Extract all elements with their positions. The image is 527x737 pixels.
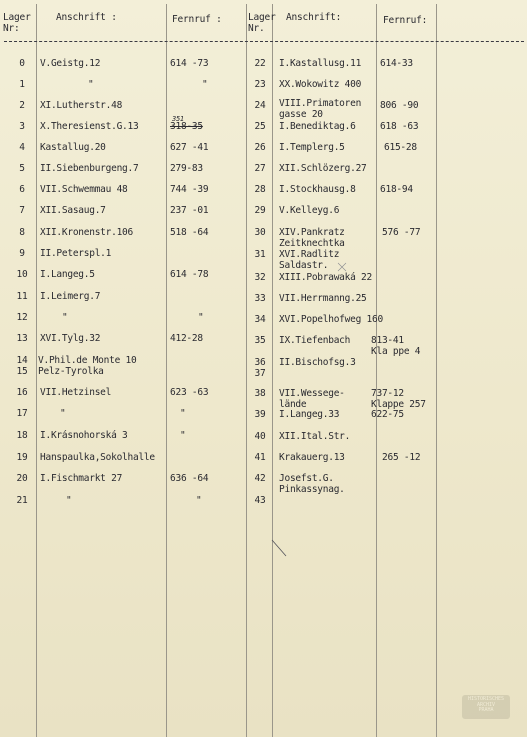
phone: 615-28 — [384, 142, 417, 153]
phone: 412-28 — [170, 333, 203, 344]
lager-number: 31 — [254, 249, 266, 260]
table-row — [0, 410, 527, 432]
address: II.Siebenburgeng.7 — [40, 163, 139, 174]
address: Krakauerg.13 — [279, 452, 345, 463]
lager-number: 7 — [19, 205, 25, 216]
table-row — [0, 389, 527, 411]
address: XII.Sasaug.7 — [40, 205, 106, 216]
lager-number: 14 15 — [16, 355, 28, 377]
phone: 618-94 — [380, 184, 413, 195]
lager-number: 26 — [254, 142, 266, 153]
table-row — [0, 312, 527, 337]
phone: 237 -01 — [170, 205, 209, 216]
lager-number: 21 — [16, 495, 28, 506]
address: II.Bischofsg.3 — [279, 357, 356, 368]
address: XII.Schlözerg.27 — [279, 163, 367, 174]
lager-number: 36 37 — [254, 357, 266, 379]
ditto-mark: " — [60, 408, 66, 419]
table-row — [0, 496, 527, 518]
phone: 636 -64 — [170, 473, 209, 484]
address: XII.Ital.Str. — [279, 431, 351, 442]
archive-watermark-stamp: HISTORISCHES ARCHIV PRAHA — [462, 695, 510, 719]
header-anschrift-right: Anschrift: — [286, 12, 342, 23]
ditto-mark: " — [180, 430, 186, 441]
address: I.Langeg.5 — [40, 269, 95, 280]
phone: 627 -41 — [170, 142, 209, 153]
address: II.Peterspl.1 — [40, 248, 112, 259]
table-row — [0, 333, 527, 358]
address: VII.Herrmanng.25 — [279, 293, 367, 304]
lager-number: 41 — [254, 452, 266, 463]
lager-number: 1 — [19, 79, 25, 90]
address: I.Langeg.33 — [279, 409, 340, 420]
phone: 737-12 Klappe 257 — [371, 388, 426, 410]
lager-number: 29 — [254, 205, 266, 216]
table-row — [0, 453, 527, 475]
ditto-mark: " — [88, 79, 94, 90]
table-row — [0, 185, 527, 207]
lager-number: 4 — [19, 142, 25, 153]
lager-number: 33 — [254, 293, 266, 304]
phone: 806 -90 — [380, 100, 419, 111]
address: Hanspaulka,Sokolhalle — [40, 452, 155, 463]
lager-number: 17 — [16, 408, 28, 419]
table-row — [0, 228, 527, 250]
lager-number: 9 — [19, 248, 25, 259]
header-lager-left: Lager Nr: — [3, 12, 31, 34]
lager-number: 40 — [254, 431, 266, 442]
address: XVI.Popelhofweg 160 — [279, 314, 383, 325]
ditto-mark: " — [180, 408, 186, 419]
address: XX.Wokowitz 400 — [279, 79, 362, 90]
lager-number: 12 — [16, 312, 28, 323]
table-row — [0, 273, 527, 295]
address: Josefst.G. Pinkassynag. — [279, 473, 345, 495]
address: I.Krásnohorská 3 — [40, 430, 128, 441]
table-row — [0, 250, 527, 272]
phone: 622-75 — [371, 409, 404, 420]
lager-number: 27 — [254, 163, 266, 174]
ditto-mark: " — [196, 495, 202, 506]
lager-number: 39 — [254, 409, 266, 420]
address: I.Templerg.5 — [279, 142, 345, 153]
address: VII.Wessege- lände — [279, 388, 345, 410]
phone: 279-83 — [170, 163, 203, 174]
table-row — [0, 59, 527, 81]
lager-number: 20 — [16, 473, 28, 484]
ditto-mark: " — [202, 79, 208, 90]
table-row — [0, 291, 527, 316]
lager-number: 13 — [16, 333, 28, 344]
phone: 518 -64 — [170, 227, 209, 238]
phone: 614 -73 — [170, 58, 209, 69]
ditto-mark: " — [62, 312, 68, 323]
address: V.Phil.de Monte 10 Pelz-Tyrolka — [38, 355, 137, 377]
lager-number: 22 — [254, 58, 266, 69]
address: XVI.Tylg.32 — [40, 333, 101, 344]
lager-number: 43 — [254, 495, 266, 506]
lager-number: 11 — [16, 291, 28, 302]
phone: 744 -39 — [170, 184, 209, 195]
lager-number: 0 — [19, 58, 25, 69]
phone: 614-33 — [380, 58, 413, 69]
lager-number: 38 — [254, 388, 266, 399]
handwritten-phone-correction: 351 — [172, 115, 184, 123]
header-lager-right: Lager Nr. — [248, 12, 276, 34]
table-row — [0, 474, 527, 496]
address: VIII.Primatoren gasse 20 — [279, 98, 362, 120]
address: I.Benediktag.6 — [279, 121, 356, 132]
lager-number: 2 — [19, 100, 25, 111]
phone: 614 -78 — [170, 269, 209, 280]
header-anschrift-left: Anschrift : — [56, 12, 117, 23]
lager-number: 42 — [254, 473, 266, 484]
address: V.Kelleyg.6 — [279, 205, 340, 216]
lager-number: 10 — [16, 269, 28, 280]
address: IX.Tiefenbach — [279, 335, 351, 346]
address: Kastallug.20 — [40, 142, 106, 153]
lager-number: 34 — [254, 314, 266, 325]
ditto-mark: " — [66, 495, 72, 506]
address: I.Leimerg.7 — [40, 291, 101, 302]
lager-number: 30 — [254, 227, 266, 238]
address: V.Geistg.12 — [40, 58, 101, 69]
phone: 813-41 Kla ppe 4 — [371, 335, 421, 357]
table-row — [0, 355, 527, 380]
table-row — [0, 164, 527, 186]
table-row — [0, 206, 527, 228]
address: I.Fischmarkt 27 — [40, 473, 123, 484]
ditto-mark: " — [198, 312, 204, 323]
lager-number: 35 — [254, 335, 266, 346]
address: VII.Hetzinsel — [40, 387, 112, 398]
address: XI.Lutherstr.48 — [40, 100, 123, 111]
address: XVI.Radlitz Saldastr. — [279, 249, 340, 271]
address: XIV.Pankratz Zeitknechtka — [279, 227, 345, 249]
phone: 265 -12 — [382, 452, 421, 463]
table-row — [0, 99, 527, 121]
address: XIII.Pobrawaká 22 — [279, 272, 372, 283]
address: I.Kastallusg.11 — [279, 58, 362, 69]
header-fernruf-right: Fernruf: — [383, 15, 428, 26]
address: XII.Kronenstr.106 — [40, 227, 133, 238]
lager-number: 6 — [19, 184, 25, 195]
phone: 623 -63 — [170, 387, 209, 398]
lager-number: 25 — [254, 121, 266, 132]
lager-number: 23 — [254, 79, 266, 90]
header-fernruf-left: Fernruf : — [172, 14, 222, 25]
lager-number: 28 — [254, 184, 266, 195]
table-row — [0, 122, 527, 144]
phone: 318-35 — [170, 121, 203, 132]
address: I.Stockhausg.8 — [279, 184, 356, 195]
phone: 576 -77 — [382, 227, 421, 238]
address: X.Theresienst.G.13 — [40, 121, 139, 132]
lager-number: 19 — [16, 452, 28, 463]
table-row — [0, 143, 527, 165]
lager-number: 24 — [254, 100, 266, 111]
lager-number: 5 — [19, 163, 25, 174]
header-divider — [4, 41, 524, 42]
address: VII.Schwemmau 48 — [40, 184, 128, 195]
lager-number: 32 — [254, 272, 266, 283]
lager-number: 8 — [19, 227, 25, 238]
lager-number: 3 — [19, 121, 25, 132]
lager-number: 18 — [16, 430, 28, 441]
phone: 618 -63 — [380, 121, 419, 132]
lager-number: 16 — [16, 387, 28, 398]
table-row — [0, 432, 527, 454]
